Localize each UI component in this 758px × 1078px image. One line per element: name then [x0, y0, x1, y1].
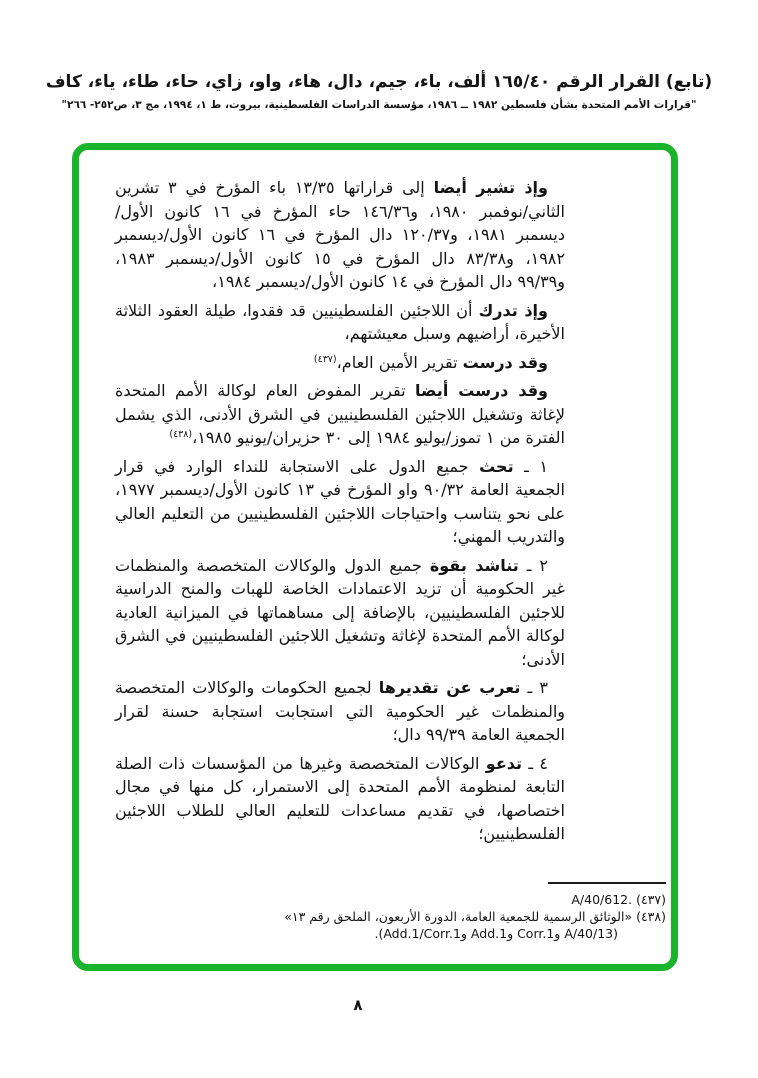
item-number: ٢ ـ: [526, 555, 549, 575]
footnote-reference: (٤٣٧): [313, 353, 337, 365]
paragraph-text: أن اللاجئين الفلسطينيين قد فقدوا، طيلة العقود الثلاثة الأخيرة، أراضيهم وسبل معيشتهم،: [115, 300, 565, 343]
preamble-paragraph: [115, 379, 565, 450]
footnote-document-symbols: (A/40/13 وCorr.1 وAdd.1 وAdd.1/Corr.1).: [374, 926, 618, 941]
operative-paragraph: [115, 554, 565, 672]
operative-paragraph: [115, 676, 565, 747]
footnote-separator-rule: [548, 882, 666, 884]
item-text: جميع الدول على الاستجابة للنداء الوارد في قرار الجمعية العامة ٩٠/٣٢ واو المؤرخ في ١٣ كانون الأول/ديسمبر ١٩٧٧، على نحو يتناسب واحتياجات اللاجئين الفلسطينيين من التعليم العالي والتدريب المهني؛: [115, 456, 565, 546]
item-text: الوكالات المتخصصة وغيرها من المؤسسات ذات الصلة التابعة لمنظومة الأمم المتحدة إلى الاستمرار، كل منها في مجال اختصاصها، في تقديم مساعدات للتعليم العالي للطلاب اللاجئين الفلسطينيين؛: [115, 753, 565, 843]
item-text: لجميع الحكومات والوكالات المتخصصة والمنظمات غير الحكومية التي استجابت استجابة حسنة لقرار الجمعية العامة ٩٩/٣٩ دال؛: [115, 678, 565, 744]
item-text: جميع الدول والوكالات المتخصصة والمنظمات غير الحكومية أن تزيد الاعتمادات الخاصة للهبات والمنح الدراسية للاجئين الفلسطينيين، بالإضافة إلى مساهماتها في الميزانية العادية لوكالة الأمم المتحدة لإغاثة وتشغيل اللاجئين الفلسطينيين في الشرق الأدنى؛: [115, 555, 565, 669]
footnote-reference: (٤٣٨): [169, 429, 193, 440]
footnote-marker: (٤٣٧): [636, 892, 666, 907]
page-number: ٨: [353, 996, 363, 1014]
footnotes-section: [118, 882, 666, 942]
item-lead: تحث: [479, 456, 514, 476]
paragraph-text: تقرير المفوض العام لوكالة الأمم المتحدة لإغاثة وتشغيل اللاجئين الفلسطينيين في الشرق الأدنى، الذي يشمل الفترة من ١ تموز/يوليو ١٩٨٤ إلى ٣٠ حزيران/يونيو ١٩٨٥،: [115, 381, 565, 447]
page-header: [40, 72, 718, 111]
paragraph-lead: وإذ تشير أيضا: [433, 178, 548, 197]
item-lead: تدعو: [485, 753, 522, 773]
operative-paragraph: [115, 752, 565, 846]
paragraph-text: تقرير الأمين العام،: [336, 352, 463, 372]
footnote-marker: (٤٣٨): [636, 909, 666, 924]
resolution-body: [115, 176, 565, 851]
item-number: ٣ ـ: [527, 678, 548, 697]
preamble-paragraph: [115, 176, 565, 294]
item-number: ١ ـ: [524, 456, 548, 476]
resolution-title: (تابع) القرار الرقم ١٦٥/٤٠ ألف، باء، جيم، دال، هاء، واو، زاي، حاء، طاء، ياء، كاف: [45, 72, 713, 92]
paragraph-text: إلى قراراتها ١٣/٣٥ باء المؤرخ في ٣ تشرين الثاني/نوفمبر ١٩٨٠، و١٤٦/٣٦ حاء المؤرخ في ١٦ كانون الأول/ديسمبر ١٩٨١، و١٢٠/٣٧ دال المؤرخ في ١٦ كانون الأول/ديسمبر ١٩٨٢، و٨٣/٣٨ دال المؤرخ في ١٥ كانون الأول/ديسمبر ١٩٨٣، و٩٩/٣٩ دال المؤرخ في ١٤ كانون الأول/ديسمبر ١٩٨٤،: [115, 178, 565, 291]
footnote-document-symbol: A/40/612.: [571, 892, 633, 907]
paragraph-lead: وقد درست أيضا: [415, 381, 548, 400]
preamble-paragraph: [115, 299, 565, 346]
operative-paragraph: [115, 455, 565, 549]
footnote-text: «الوثائق الرسمية للجمعية العامة، الدورة الأربعون، الملحق رقم ١٣»: [284, 909, 633, 924]
item-lead: تعرب عن تقديرها: [378, 678, 521, 697]
preamble-paragraph: [115, 351, 565, 375]
item-number: ٤ ـ: [528, 753, 548, 773]
source-citation: "قرارات الأمم المتحدة بشأن فلسطين ١٩٨٢ ــ ١٩٨٦، مؤسسة الدراسات الفلسطينية، بيروت، ط ١، ١٩٩٤، مج ٣، ص٢٥٢- ٢٦٦": [61, 99, 697, 111]
paragraph-lead: وإذ تدرك: [478, 300, 548, 320]
item-lead: تناشد بقوة: [429, 555, 519, 575]
paragraph-lead: وقد درست: [462, 352, 548, 372]
footnote-437: [118, 891, 666, 908]
footnote-438: [118, 908, 666, 942]
